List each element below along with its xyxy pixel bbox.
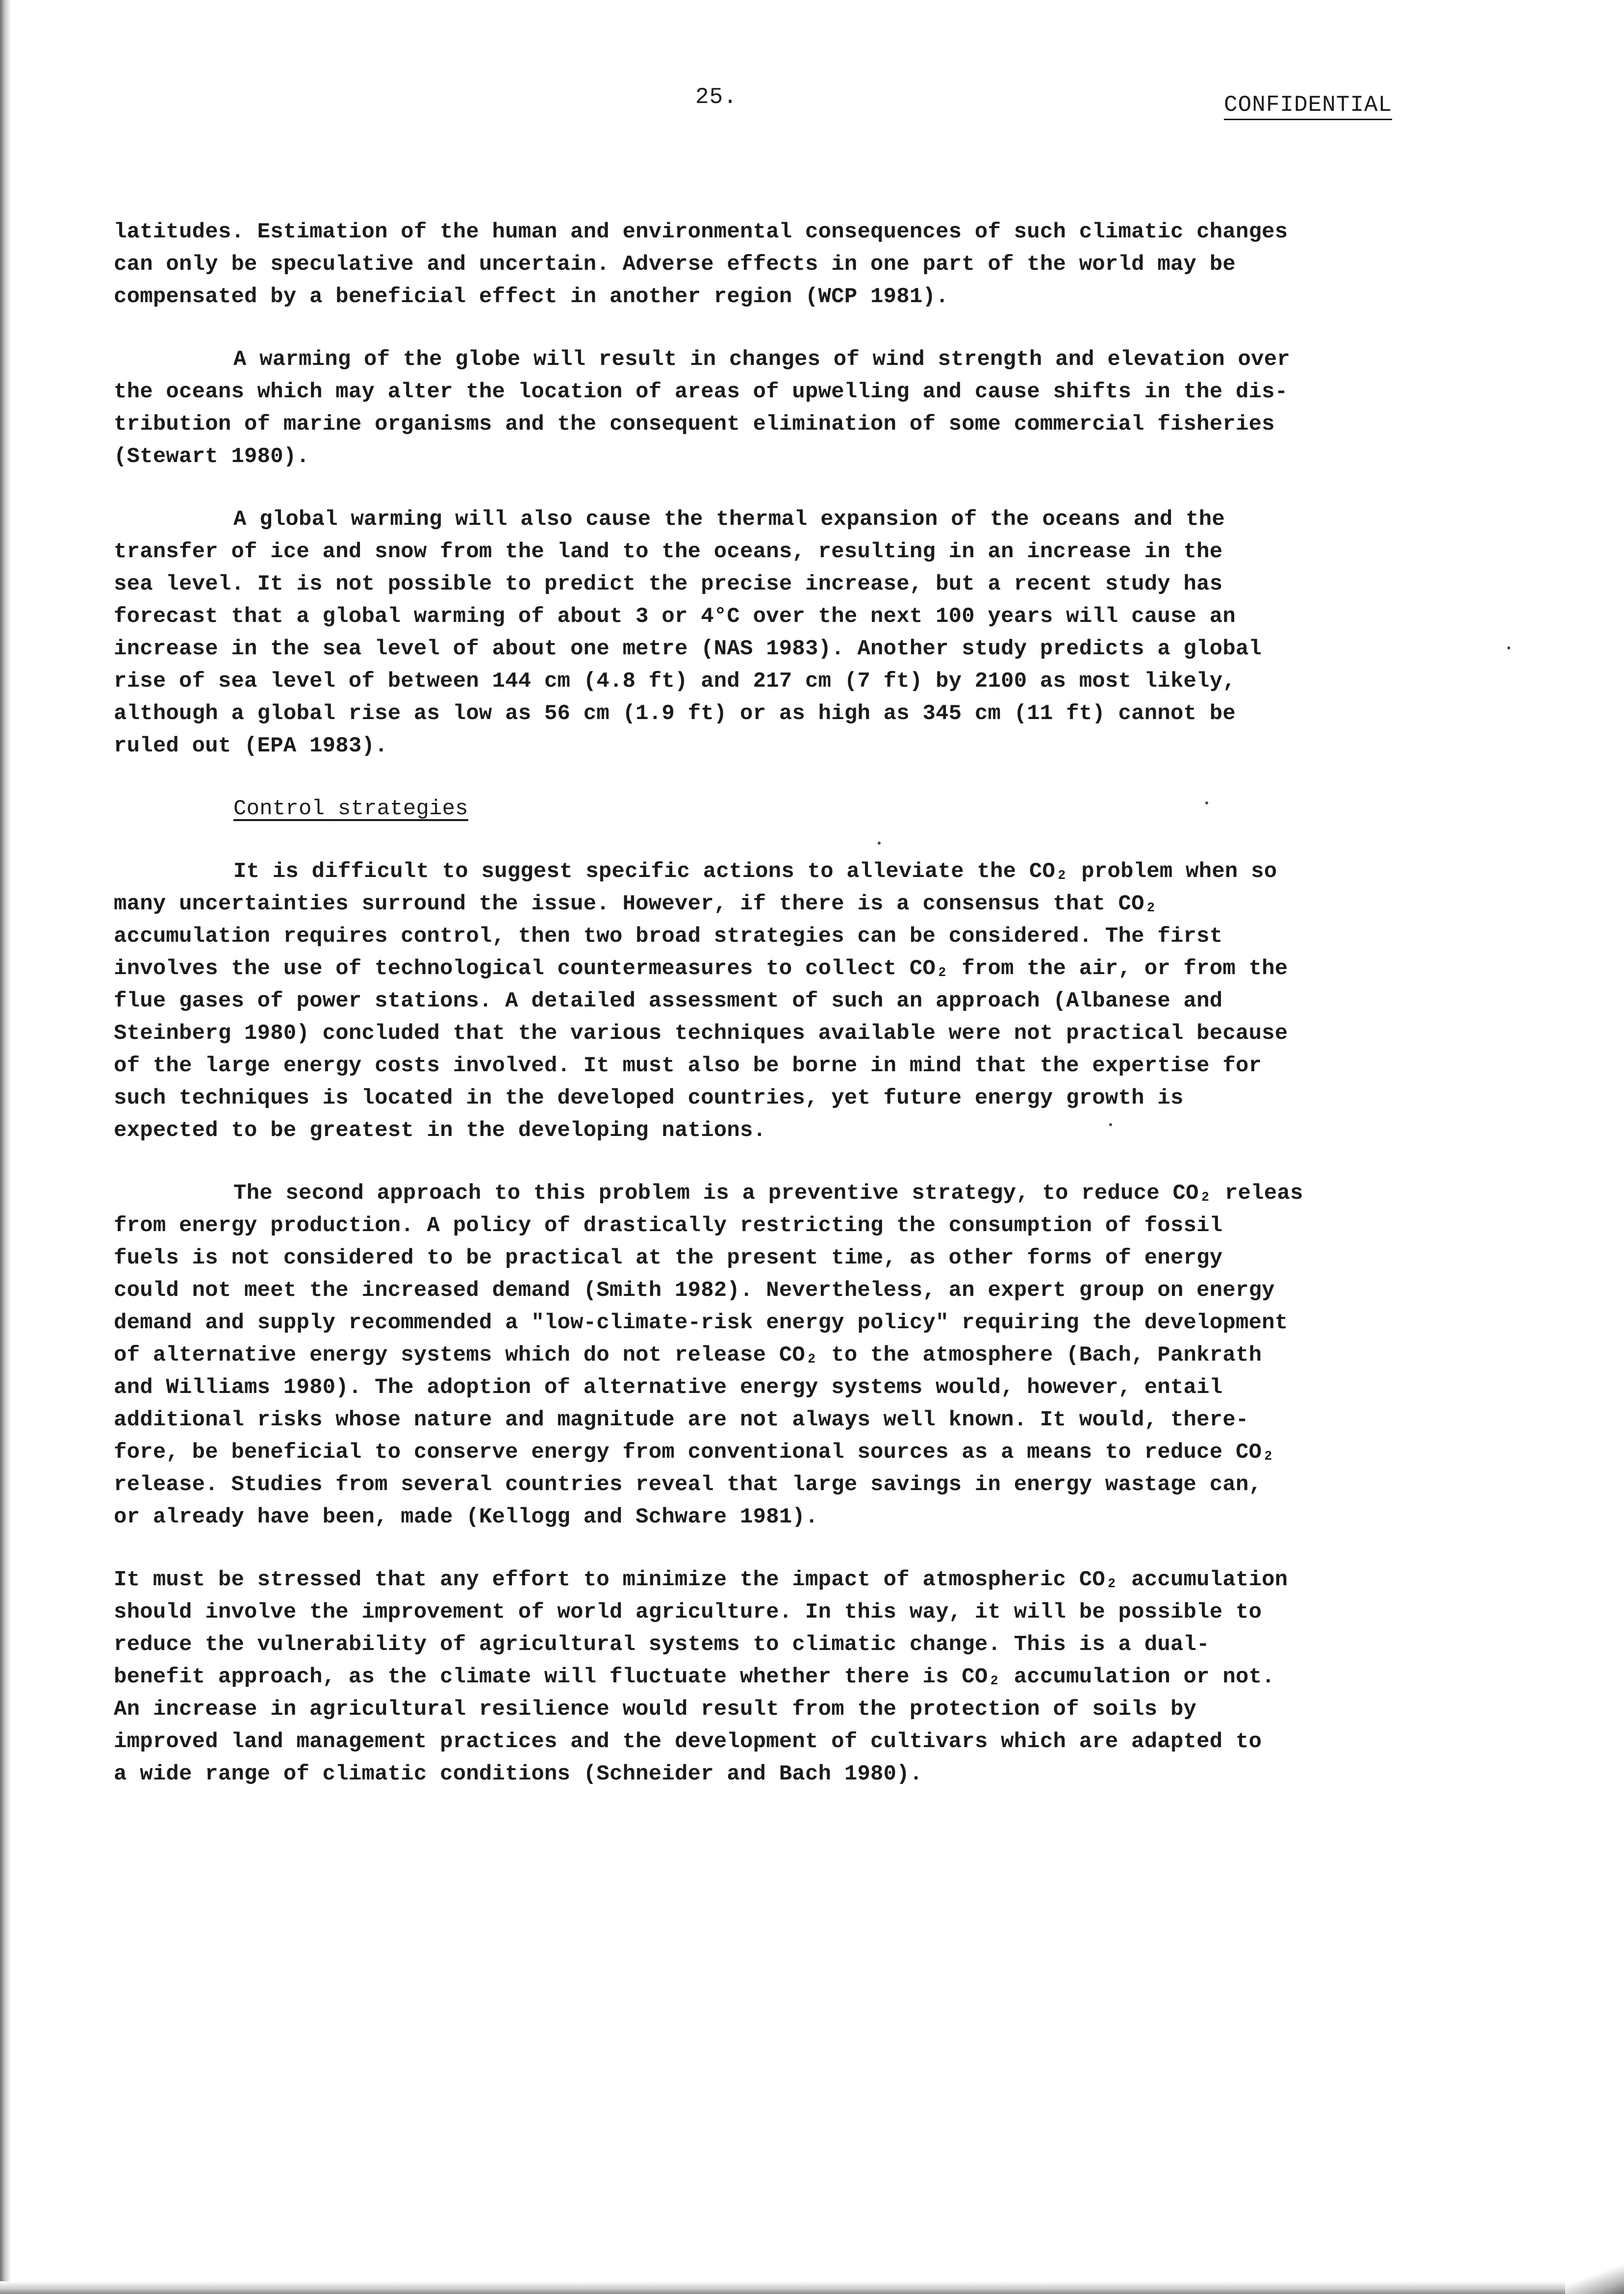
classification-label: CONFIDENTIAL	[1224, 91, 1392, 120]
paragraph-climate-consequences: latitudes. Estimation of the human and environmental consequences of such climatic changes can only be speculative and uncertain. Adverse effects in one part of the world may be compensated by a beneficial effect in another region (WCP 1981).	[114, 220, 1288, 309]
page-edge-shadow	[0, 0, 11, 2294]
paragraph-ocean-effects: A warming of the globe will result in changes of wind strength and elevation over the oceans which may alter the location of areas of upwelling and cause shifts in the dis- tribution of marine organisms and the consequent elimination of some commercial fisheries (Stewart 1980).	[114, 347, 1290, 469]
scan-speck	[1507, 646, 1510, 649]
scan-speck	[878, 842, 881, 845]
scan-speck	[1109, 1123, 1112, 1126]
paragraph-agriculture: It must be stressed that any effort to minimize the impact of atmospheric CO₂ accumulation should involve the improvement of world agriculture. In this way, it will be possible to reduce the vulnerability of agricultural systems to climatic change. This is a dual- benefit approach, as the climate will fluctuate whether there is CO₂ accumulation or not. An increase in agricultural resilience would result from the protection of soils by improved land management practices and the development of cultivars which are adapted to a wide range of climatic conditions (Schneider and Bach 1980).	[114, 1568, 1288, 1786]
scan-speck	[1205, 801, 1208, 804]
page-bottom-shadow	[0, 2281, 1624, 2294]
section-heading: Control strategies	[233, 797, 468, 821]
document-body	[114, 216, 1506, 1821]
page-curl-corner	[1565, 2265, 1624, 2294]
paragraph-sea-level: A global warming will also cause the thermal expansion of the oceans and the transfer of ice and snow from the land to the oceans, resulting in an increase in the sea level. It is not possible to predict the precise increase, but a recent study has forecast that a global warming of about 3 or 4°C over the next 100 years will cause an increase in the sea level of about one metre (NAS 1983). Another study predicts a global rise of sea level of between 144 cm (4.8 ft) and 217 cm (7 ft) by 2100 as most likely, although a global rise as low as 56 cm (1.9 ft) or as high as 345 cm (11 ft) cannot be ruled out (EPA 1983).	[114, 507, 1262, 758]
paragraph-preventive-strategy: The second approach to this problem is a preventive strategy, to reduce CO₂ releas from energy production. A policy of drastically restricting the consumption of fossil fuels is not considered to be practical at the present time, as other forms of energy could not meet the increased demand (Smith 1982). Nevertheless, an expert group on energy demand and supply recommended a "low-climate-risk energy policy" requiring the development of alternative energy systems which do not release CO₂ to the atmosphere (Bach, Pankrath and Williams 1980). The adoption of alternative energy systems would, however, entail additional risks whose nature and magnitude are not always well known. It would, there- fore, be beneficial to conserve energy from conventional sources as a means to reduce CO₂ release. Studies from several countries reveal that large savings in energy wastage can, or already have been, made (Kellogg and Schware 1981).	[114, 1181, 1303, 1529]
page-number: 25.	[695, 84, 737, 110]
paragraph-countermeasures: It is difficult to suggest specific actions to alleviate the CO₂ problem when so many uncertainties surround the issue. However, if there is a consensus that CO₂ accumulation requires control, then two broad strategies can be considered. The first involves the use of technological countermeasures to collect CO₂ from the air, or from the flue gases of power stations. A detailed assessment of such an approach (Albanese and Steinberg 1980) concluded that the various techniques available were not practical because of the large energy costs involved. It must also be borne in mind that the expertise for such techniques is located in the developed countries, yet future energy growth is expected to be greatest in the developing nations.	[114, 859, 1288, 1143]
